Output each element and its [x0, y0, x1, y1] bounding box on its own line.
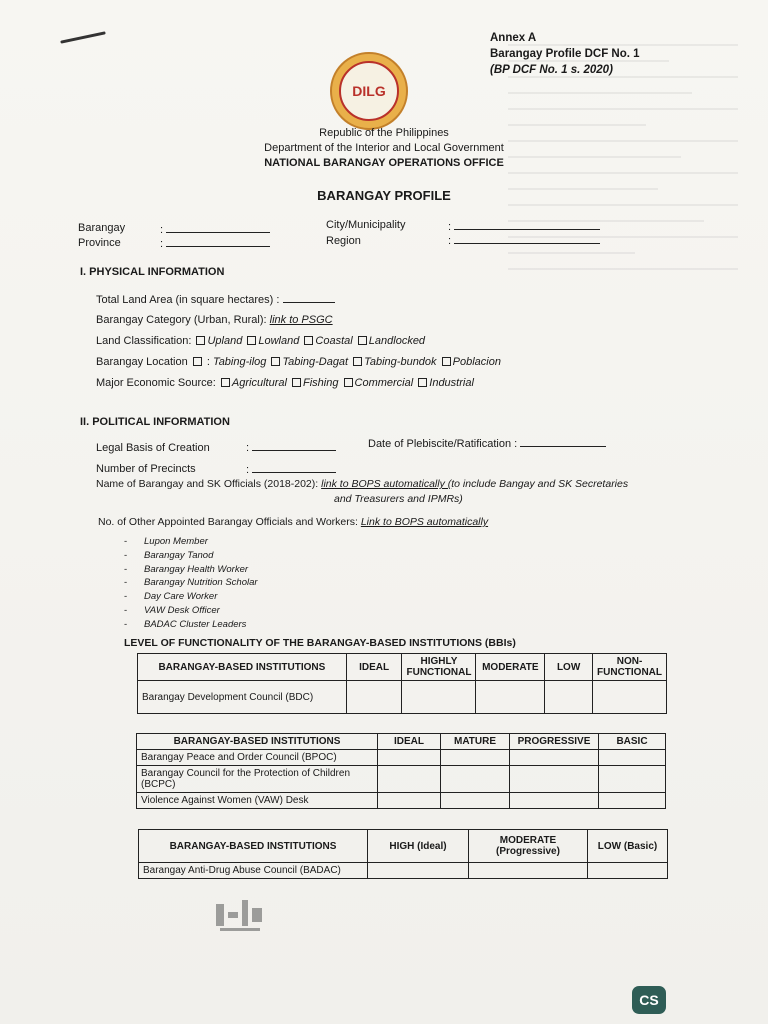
city-entry[interactable] — [448, 219, 600, 233]
industrial-checkbox[interactable] — [418, 378, 427, 387]
barangay-entry[interactable] — [160, 222, 270, 236]
dilg-seal-text: DILG — [339, 61, 399, 121]
fishing-checkbox[interactable] — [292, 378, 301, 387]
rating-cell[interactable] — [476, 681, 545, 714]
industrial-option: Industrial — [429, 377, 474, 389]
rating-cell[interactable] — [346, 681, 402, 714]
legal-basis-blank[interactable] — [252, 440, 336, 451]
city-colon: : — [448, 221, 452, 233]
institution-cell: Violence Against Women (VAW) Desk — [137, 793, 378, 809]
lowland-option: Lowland — [258, 335, 300, 347]
rating-cell[interactable] — [510, 793, 599, 809]
department-line: Department of the Interior and Local Government — [264, 142, 504, 154]
column-header: LOW (Basic) — [588, 830, 668, 863]
region-entry[interactable] — [448, 233, 600, 247]
list-item: - Barangay Health Worker — [124, 563, 258, 577]
tabing-ilog-option: Tabing-ilog — [212, 356, 267, 368]
rating-cell[interactable] — [599, 793, 666, 809]
bpoc-bcpc-vaw-table — [136, 733, 666, 809]
bops-officials-link[interactable]: link to BOPS automatically ( — [321, 478, 452, 490]
plebiscite-colon: : — [514, 438, 518, 450]
table-row — [137, 766, 666, 793]
barangay-location-row — [96, 356, 501, 368]
land-area-blank[interactable] — [283, 292, 335, 303]
city-blank[interactable] — [454, 219, 600, 230]
column-header: NON-FUNCTIONAL — [593, 654, 667, 681]
column-header: BASIC — [599, 734, 666, 750]
legal-basis-colon: : — [246, 442, 250, 454]
upland-option: Upland — [207, 335, 243, 347]
landlocked-option: Landlocked — [368, 335, 426, 347]
rating-cell[interactable] — [469, 863, 588, 879]
coastal-option: Coastal — [315, 335, 353, 347]
officials-row — [96, 478, 628, 490]
column-header: MATURE — [441, 734, 510, 750]
commercial-option: Commercial — [354, 377, 414, 389]
annex-label: Annex A — [490, 32, 537, 44]
psgc-link[interactable]: link to PSGC — [269, 314, 333, 326]
province-field — [78, 237, 121, 249]
rating-cell[interactable] — [378, 793, 441, 809]
city-label: City/Municipality — [326, 219, 406, 231]
commercial-checkbox[interactable] — [344, 378, 353, 387]
table-header-row — [138, 654, 667, 681]
land-classification-row — [96, 335, 425, 347]
republic-line: Republic of the Philippines — [319, 127, 449, 139]
column-header: MODERATE (Progressive) — [469, 830, 588, 863]
column-header: LOW — [545, 654, 593, 681]
category-row — [96, 314, 333, 326]
precincts-colon: : — [246, 464, 250, 476]
fishing-option: Fishing — [302, 377, 339, 389]
barangay-field — [78, 222, 125, 234]
appointed-label: No. of Other Appointed Barangay Officials and Workers: — [98, 516, 358, 528]
region-colon: : — [448, 235, 452, 247]
region-label: Region — [326, 235, 361, 247]
barangay-colon: : — [160, 224, 164, 236]
office-line: NATIONAL BARANGAY OPERATIONS OFFICE — [264, 157, 504, 169]
badac-functionality-table — [138, 829, 668, 879]
column-header: PROGRESSIVE — [510, 734, 599, 750]
column-header: HIGHLY FUNCTIONAL — [402, 654, 476, 681]
dilg-seal-logo — [330, 52, 408, 130]
column-header: BARANGAY-BASED INSTITUTIONS — [139, 830, 368, 863]
province-label: Province — [78, 237, 121, 249]
barangay-blank[interactable] — [166, 222, 270, 233]
legal-basis-label: Legal Basis of Creation — [96, 442, 210, 454]
location-checkbox[interactable] — [193, 357, 202, 366]
plebiscite-label: Date of Plebiscite/Ratification — [368, 438, 512, 450]
officials-note-2: and Treasurers and IPMRs) — [334, 493, 463, 505]
camscanner-badge: CS — [632, 986, 666, 1014]
institution-cell: Barangay Peace and Order Council (BPOC) — [137, 750, 378, 766]
bdc-functionality-table — [137, 653, 667, 714]
category-label: Barangay Category (Urban, Rural): — [96, 314, 267, 326]
rating-cell[interactable] — [599, 750, 666, 766]
upland-checkbox[interactable] — [196, 336, 205, 345]
column-header: HIGH (Ideal) — [368, 830, 469, 863]
ink-smudge — [212, 898, 268, 938]
precincts-blank[interactable] — [252, 462, 336, 473]
table-row — [139, 863, 668, 879]
rating-cell[interactable] — [510, 750, 599, 766]
plebiscite-row — [368, 436, 606, 450]
rating-cell[interactable] — [599, 766, 666, 793]
functionality-heading: LEVEL OF FUNCTIONALITY OF THE BARANGAY-BASED INSTITUTIONS (BBIs) — [124, 637, 516, 649]
officials-note-1: to include Bangay and SK Secretaries — [451, 478, 629, 490]
table-row — [137, 750, 666, 766]
precincts-label: Number of Precincts — [96, 463, 196, 475]
appointed-officials-list — [124, 535, 258, 632]
pen-mark — [60, 31, 106, 43]
rating-cell[interactable] — [378, 766, 441, 793]
tabing-dagat-checkbox[interactable] — [271, 357, 280, 366]
officials-label: Name of Barangay and SK Officials (2018-202): — [96, 478, 319, 490]
legal-basis-entry[interactable] — [246, 440, 336, 454]
institution-cell: Barangay Council for the Protection of Children (BCPC) — [137, 766, 378, 793]
region-field — [326, 235, 361, 247]
rating-cell[interactable] — [588, 863, 668, 879]
legal-basis-row — [96, 442, 210, 454]
agricultural-option: Agricultural — [231, 377, 287, 389]
page-title: BARANGAY PROFILE — [317, 188, 451, 203]
table-header-row — [137, 734, 666, 750]
economic-source-row — [96, 377, 474, 389]
form-series: (BP DCF No. 1 s. 2020) — [490, 64, 613, 76]
barangay-label: Barangay — [78, 222, 126, 234]
landlocked-checkbox[interactable] — [358, 336, 367, 345]
rating-cell[interactable] — [378, 750, 441, 766]
annex-block — [490, 30, 640, 78]
city-field — [326, 219, 405, 231]
poblacion-checkbox[interactable] — [442, 357, 451, 366]
list-item: - Lupon Member — [124, 535, 258, 549]
rating-cell[interactable] — [593, 681, 667, 714]
list-item: - Barangay Nutrition Scholar — [124, 576, 258, 590]
tabing-bundok-option: Tabing-bundok — [364, 356, 437, 368]
form-number: Barangay Profile DCF No. 1 — [490, 48, 640, 60]
column-header: MODERATE — [476, 654, 545, 681]
institution-cell: Barangay Development Council (BDC) — [138, 681, 347, 714]
poblacion-option: Poblacion — [452, 356, 501, 368]
land-area-row — [96, 292, 335, 306]
rating-cell[interactable] — [368, 863, 469, 879]
column-header: IDEAL — [378, 734, 441, 750]
table-row — [137, 793, 666, 809]
appointed-row — [98, 516, 488, 528]
agricultural-checkbox[interactable] — [221, 378, 230, 387]
rating-cell[interactable] — [441, 793, 510, 809]
officials-note-row — [334, 493, 463, 505]
institution-cell: Barangay Anti-Drug Abuse Council (BADAC) — [139, 863, 368, 879]
physical-info-heading: I. PHYSICAL INFORMATION — [80, 266, 225, 278]
province-blank[interactable] — [166, 236, 270, 247]
rating-cell[interactable] — [545, 681, 593, 714]
rating-cell[interactable] — [510, 766, 599, 793]
precincts-row — [96, 463, 196, 475]
precincts-entry[interactable] — [246, 462, 336, 476]
land-area-label: Total Land Area (in square hectares) : — [96, 294, 280, 306]
region-blank[interactable] — [454, 233, 600, 244]
column-header: BARANGAY-BASED INSTITUTIONS — [137, 734, 378, 750]
political-info-heading: II. POLITICAL INFORMATION — [80, 416, 230, 428]
list-item: - BADAC Cluster Leaders — [124, 618, 258, 632]
rating-cell[interactable] — [441, 750, 510, 766]
province-colon: : — [160, 238, 164, 250]
list-item: - Barangay Tanod — [124, 549, 258, 563]
location-label: Barangay Location — [96, 356, 188, 368]
bops-appointed-link[interactable]: Link to BOPS automatically — [360, 516, 489, 528]
rating-cell[interactable] — [441, 766, 510, 793]
lowland-checkbox[interactable] — [247, 336, 256, 345]
tabing-dagat-option: Tabing-Dagat — [282, 356, 349, 368]
table-header-row — [139, 830, 668, 863]
column-header: BARANGAY-BASED INSTITUTIONS — [138, 654, 347, 681]
plebiscite-blank[interactable] — [520, 436, 606, 447]
list-item: - VAW Desk Officer — [124, 604, 258, 618]
location-colon: : — [206, 356, 210, 368]
tabing-bundok-checkbox[interactable] — [353, 357, 362, 366]
province-entry[interactable] — [160, 236, 270, 250]
column-header: IDEAL — [346, 654, 402, 681]
agency-header — [0, 126, 768, 171]
economic-label: Major Economic Source: — [96, 377, 216, 389]
table-row — [138, 681, 667, 714]
land-classification-label: Land Classification: — [96, 335, 192, 347]
rating-cell[interactable] — [402, 681, 476, 714]
list-item: - Day Care Worker — [124, 590, 258, 604]
coastal-checkbox[interactable] — [304, 336, 313, 345]
